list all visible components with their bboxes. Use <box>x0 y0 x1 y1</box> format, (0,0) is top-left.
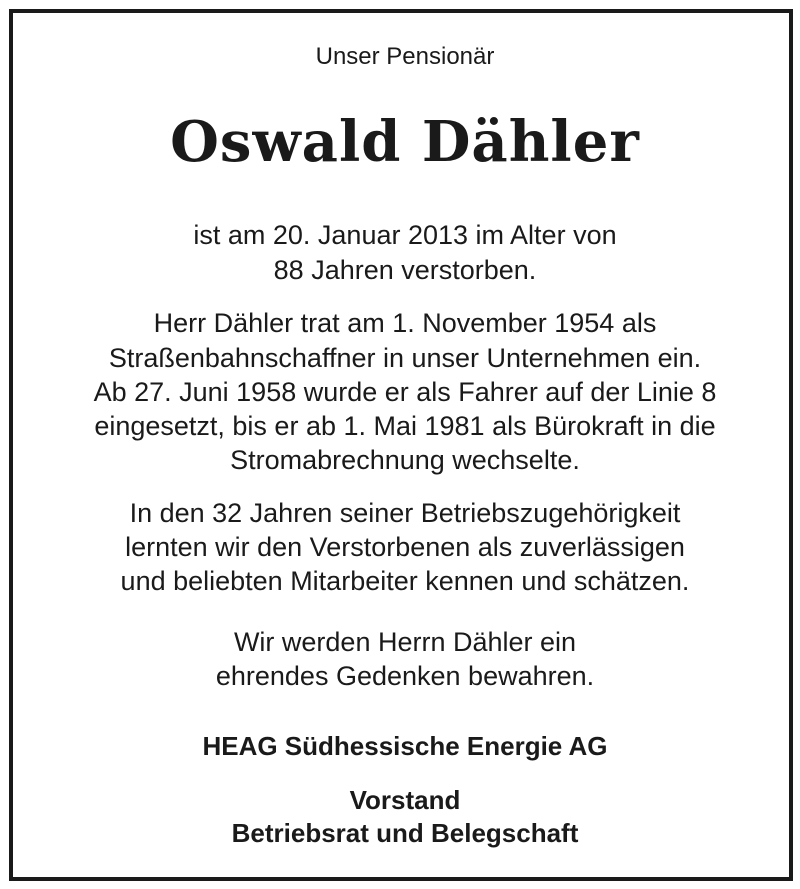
paragraph-line: ist am 20. Januar 2013 im Alter von <box>193 220 617 250</box>
paragraph-line: Wir werden Herrn Dähler ein <box>233 627 577 657</box>
deceased-name: Oswald Dähler <box>170 109 640 175</box>
company-name: HEAG Südhessische Energie AG <box>202 731 608 761</box>
paragraph-line: Stromabrechnung wechselte. <box>230 445 580 475</box>
paragraph-line: Ab 27. Juni 1958 wurde er als Fahrer auf der Linie 8 <box>93 377 717 407</box>
paragraph-line: lernten wir den Verstorbenen als zuverlässigen <box>125 532 685 562</box>
signature-line: Betriebsrat und Belegschaft <box>231 818 579 848</box>
paragraph-line: Herr Dähler trat am 1. November 1954 als <box>153 308 657 338</box>
paragraph-line: ehrendes Gedenken bewahren. <box>215 661 595 691</box>
obituary-frame <box>9 9 793 881</box>
intro-text: Unser Pensionär <box>315 43 495 70</box>
paragraph-line: eingesetzt, bis er ab 1. Mai 1981 als Bürokraft in die <box>94 411 716 441</box>
paragraph-line: In den 32 Jahren seiner Betriebszugehörigkeit <box>129 498 681 528</box>
paragraph-line: und beliebten Mitarbeiter kennen und schätzen. <box>120 566 690 596</box>
paragraph-line: 88 Jahren verstorben. <box>273 255 537 285</box>
paragraph-line: Straßenbahnschaffner in unser Unternehmen ein. <box>108 343 702 373</box>
signature-line: Vorstand <box>349 785 461 815</box>
